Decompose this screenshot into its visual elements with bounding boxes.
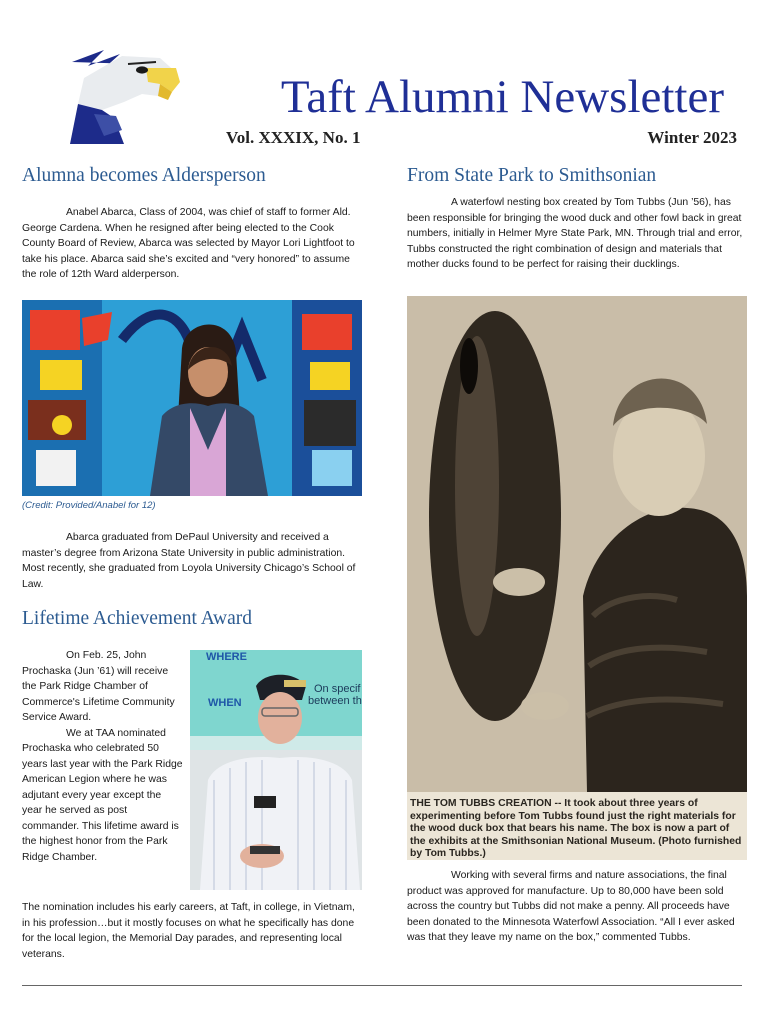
abarca-photo bbox=[22, 300, 362, 496]
newsletter-title: Taft Alumni Newsletter bbox=[280, 71, 724, 123]
issue-date: Winter 2023 bbox=[647, 128, 737, 147]
award-para-3: The nomination includes his early careers, at Taft, in college, in Vietnam, in his profession…but it mostly focuses on what he specifically has done for the local legion, the Memorial Day parades, and representing local veterans. bbox=[22, 902, 355, 960]
alderperson-para-1: Anabel Abarca, Class of 2004, was chief of staff to former Ald. George Cardena. When he resigned after being elected to the Cook County Board of Review, Abarca was selected by Mayor Lori Lightfoot to take his place. Abarca said she’s excited and “very honored” to assume the role of 12th Ward alderperson. bbox=[22, 207, 355, 280]
award-wide-text bbox=[22, 900, 362, 962]
award-para-2: We at TAA nominated Prochaska who celebrated 50 years last year with the Park Ridge American Legion where he was adjutant every year except the year he served as post commander. This lifetime award is the highest honor from the Park Ridge Chamber. bbox=[22, 727, 183, 863]
screen-specific-text: On specif bbox=[314, 683, 361, 695]
smithsonian-intro bbox=[407, 195, 747, 273]
screen-when-label: WHEN bbox=[208, 697, 242, 709]
screen-between-text: between th bbox=[308, 695, 362, 707]
smithsonian-para-2: Working with several firms and nature associations, the final product was approved for manufacture. Up to 80,000 have been sold across the country but Tubbs did not make a penny. All proceeds have been donated to the Minnesota Waterfowl Association. “All I ever asked was that they leave my name on the box,” commented Tubbs. bbox=[407, 870, 735, 943]
alderperson-intro bbox=[22, 205, 362, 283]
photo-credit: (Credit: Provided/Anabel for 12) bbox=[22, 500, 156, 511]
smithsonian-outcome bbox=[407, 868, 747, 946]
clipping-caption: THE TOM TUBBS CREATION -- It took about three years of experimenting before Tom Tubbs found just the right materials for the wood duck box that bears his name. The box is now a part of the exhibits at the Smithsonian National Museum. (Photo furnished by Tom Tubbs.) bbox=[410, 798, 742, 860]
prochaska-photo bbox=[190, 650, 362, 890]
alderperson-heading: Alumna becomes Aldersperson bbox=[22, 165, 266, 186]
smithsonian-para-1: A waterfowl nesting box created by Tom Tubbs (Jun ’56), has been responsible for bringing the wood duck and other fowl back in great numbers, initially in Helmer Myre State Park, MN. Through trial and error, Tubbs constructed the right combination of design and materials that mother ducks found to be perfect for raising their ducklings. bbox=[407, 197, 743, 270]
award-para-1: On Feb. 25, John Prochaska (Jun ’61) will receive the Park Ridge Chamber of Commerce's Lifetime Community Service Award. bbox=[22, 650, 175, 723]
smithsonian-heading: From State Park to Smithsonian bbox=[407, 165, 657, 186]
award-heading: Lifetime Achievement Award bbox=[22, 608, 252, 629]
screen-where-label: WHERE bbox=[206, 651, 247, 663]
bottom-divider bbox=[22, 985, 742, 986]
alderperson-para-2: Abarca graduated from DePaul University and received a master’s degree from Arizona State University in public administration. Most recently, she graduated from Loyola University Chicago’s School of Law. bbox=[22, 532, 356, 590]
award-narrow-text bbox=[22, 648, 184, 865]
tubbs-clipping-photo bbox=[407, 296, 747, 860]
volume-label: Vol. XXXIX, No. 1 bbox=[226, 128, 361, 147]
alderperson-education bbox=[22, 530, 362, 592]
